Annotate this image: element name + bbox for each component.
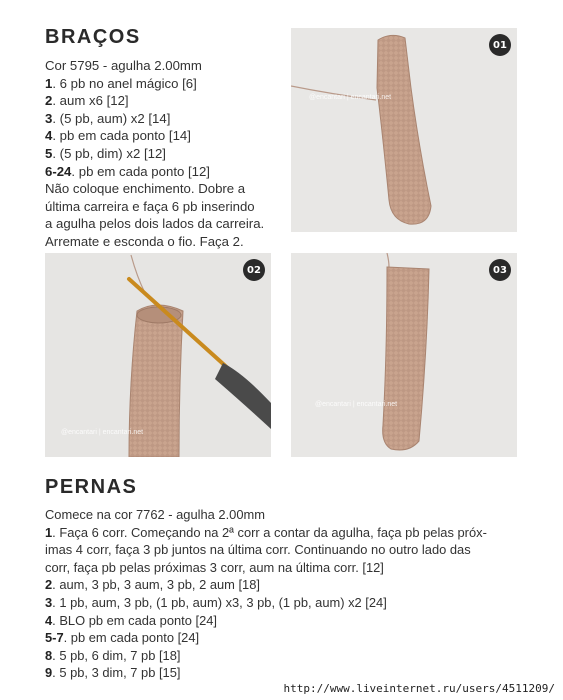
- round-text: Cor 5795 - agulha 2.00mm: [45, 58, 202, 73]
- arms-title: BRAÇOS: [45, 26, 141, 48]
- round-text: . BLO pb em cada ponto [24]: [52, 612, 217, 628]
- round-number: 5-7: [45, 630, 64, 646]
- round-number: 6-24: [45, 163, 72, 179]
- round-number: 3: [45, 110, 53, 126]
- round-text: . pb em cada ponto [24]: [63, 630, 200, 646]
- photo-01: [291, 28, 517, 232]
- legs-line: [45, 506, 487, 524]
- arm-photo-03-image: [291, 253, 517, 457]
- arms-line: [45, 127, 264, 145]
- round-text: a agulha pelos dois lados da carreira.: [45, 216, 265, 232]
- arms-line: [45, 92, 264, 110]
- legs-line: [45, 647, 487, 665]
- step-badge-01: 01: [489, 34, 511, 56]
- round-text: última carreira e faça 6 pb inserindo: [45, 198, 255, 214]
- footer-url[interactable]: http://www.liveinternet.ru/users/4511209/: [283, 682, 555, 695]
- round-text: Comece na cor 7762 - agulha 2.00mm: [45, 507, 265, 522]
- step-badge-02: 02: [243, 259, 265, 281]
- round-text: . aum x6 [12]: [52, 93, 129, 109]
- round-text: . pb em cada ponto [12]: [71, 163, 210, 179]
- round-text: . 5 pb, 6 dim, 7 pb [18]: [52, 647, 181, 663]
- round-text: . (5 pb, dim) x2 [12]: [52, 145, 166, 161]
- round-number: 4: [45, 612, 53, 628]
- round-number: 9: [45, 665, 53, 681]
- legs-line: [45, 559, 487, 577]
- round-number: 1: [45, 524, 53, 540]
- legs-instructions: [45, 506, 487, 682]
- round-text: Não coloque enchimento. Dobre a: [45, 181, 246, 197]
- legs-line: [45, 664, 487, 682]
- legs-line: [45, 594, 487, 612]
- arms-line: [45, 163, 264, 181]
- arms-line: [45, 145, 264, 163]
- round-number: 3: [45, 594, 53, 610]
- arms-line: [45, 180, 264, 198]
- photo-03: [291, 253, 517, 457]
- legs-line: [45, 524, 487, 542]
- round-text: imas 4 corr, faça 3 pb juntos na última corr. Continuando no outro lado das: [45, 542, 471, 558]
- round-text: Arremate e esconda o fio. Faça 2.: [45, 233, 244, 249]
- round-number: 5: [45, 145, 53, 161]
- round-text: . (5 pb, aum) x2 [14]: [52, 110, 171, 126]
- round-text: . pb em cada ponto [14]: [52, 128, 191, 144]
- round-number: 2: [45, 577, 53, 593]
- round-number: 8: [45, 647, 53, 663]
- arms-line: [45, 198, 264, 216]
- watermark: @encantari | encantari.net: [315, 401, 398, 408]
- round-text: . aum, 3 pb, 3 aum, 3 pb, 2 aum [18]: [52, 577, 260, 593]
- round-text: corr, faça pb pelas próximas 3 corr, aum na última corr. [12]: [45, 559, 384, 575]
- round-text: . 5 pb, 3 dim, 7 pb [15]: [52, 665, 181, 681]
- legs-line: [45, 612, 487, 630]
- round-number: 4: [45, 128, 53, 144]
- round-number: 1: [45, 75, 53, 91]
- step-badge-03: 03: [489, 259, 511, 281]
- round-text: . Faça 6 corr. Começando na 2ª corr a contar da agulha, faça pb pelas próx-: [52, 524, 487, 540]
- arms-line: [45, 57, 264, 75]
- legs-line: [45, 629, 487, 647]
- round-text: . 1 pb, aum, 3 pb, (1 pb, aum) x3, 3 pb, (1 pb, aum) x2 [24]: [52, 594, 387, 610]
- watermark: @encantari | encantari.net: [61, 429, 144, 436]
- photo-02: [45, 253, 271, 457]
- legs-line: [45, 541, 487, 559]
- round-text: . 6 pb no anel mágico [6]: [52, 75, 197, 91]
- arms-line: [45, 233, 264, 251]
- legs-line: [45, 576, 487, 594]
- watermark: @encantari | encantari.net: [309, 94, 392, 101]
- arm-photo-02-image: [45, 253, 271, 457]
- arms-line: [45, 215, 264, 233]
- arms-line: [45, 75, 264, 93]
- arms-line: [45, 110, 264, 128]
- legs-title: PERNAS: [45, 476, 138, 498]
- arm-photo-01-image: [291, 28, 517, 232]
- arms-instructions: [45, 57, 264, 251]
- round-number: 2: [45, 93, 53, 109]
